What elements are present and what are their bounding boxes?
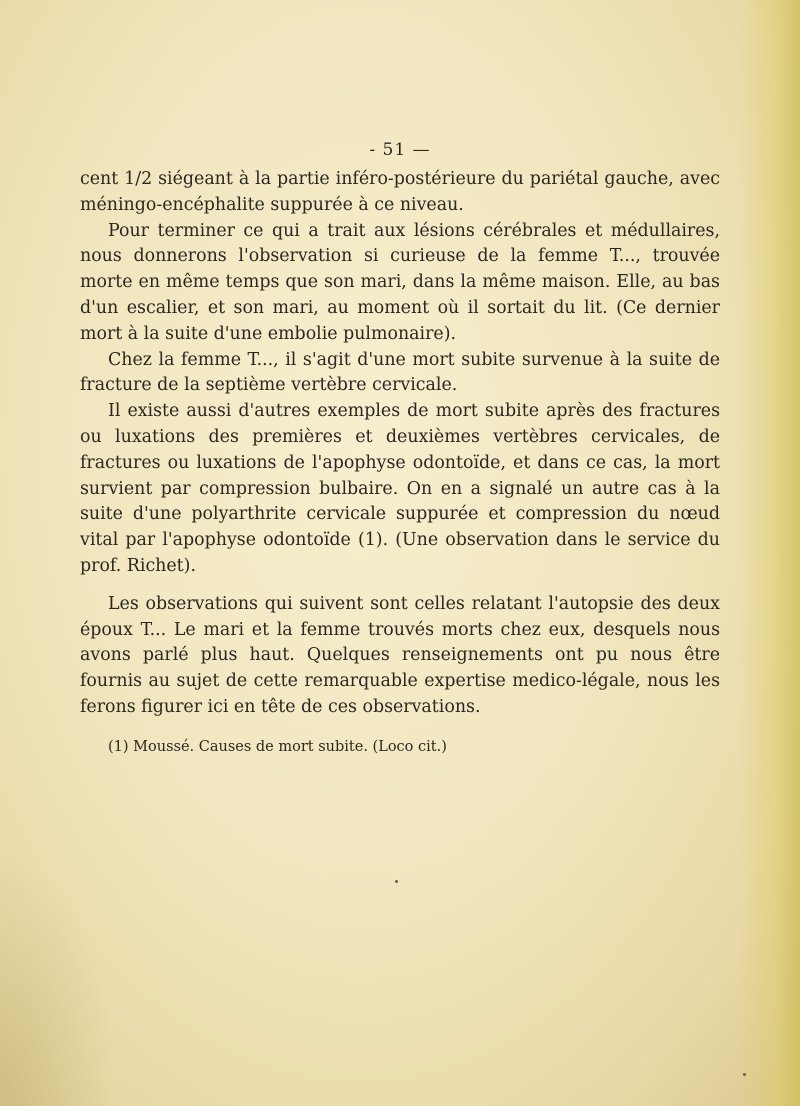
paragraph: Il existe aussi d'autres exemples de mort subite après des fractures ou luxations des premières et deuxièmes vertèbres cervicales, de fractures ou luxations de l'apophyse odontoïde, et dans ce cas, la mort survient par compression bulbaire. On en a signalé un autre cas à la suite d'une polyarthrite cervicale suppurée et compression du nœud vital par l'apophyse odontoïde (1). (Une observation dans le service du prof. Richet).: [80, 401, 720, 576]
paragraph-gap: [80, 580, 720, 592]
paragraph: Pour terminer ce qui a trait aux lésions cérébrales et médullaires, nous donnerons l'observation si curieuse de la femme T..., trouvée morte en même temps que son mari, dans la même maison. Elle, au bas d'un escalier, et son mari, au moment où il sortait du lit. (Ce dernier mort à la suite d'une embolie pulmonaire).: [80, 220, 720, 344]
ink-speck: [395, 880, 398, 883]
paragraph: cent 1/2 siégeant à la partie inféro-postérieure du pariétal gauche, avec méningo-encéphalite suppurée à ce niveau.: [80, 169, 720, 215]
page-number: - 51 —: [369, 140, 431, 160]
footnote: (1) Moussé. Causes de mort subite. (Loco cit.): [108, 739, 447, 755]
page-corner-stain: [0, 846, 120, 1106]
body-text: [80, 167, 720, 721]
paragraph: Chez la femme T..., il s'agit d'une mort subite survenue à la suite de fracture de la septième vertèbre cervicale.: [80, 349, 720, 396]
page-edge-stain: [740, 0, 800, 1106]
ink-speck: [743, 1073, 746, 1076]
paragraph: Les observations qui suivent sont celles relatant l'autopsie des deux époux T... Le mari et la femme trouvés morts chez eux, desquels nous avons parlé plus haut. Quelques renseignements ont pu nous être fournis au sujet de cette remarquable expertise medico-légale, nous les ferons figurer ici en tête de ces observations.: [80, 593, 720, 717]
